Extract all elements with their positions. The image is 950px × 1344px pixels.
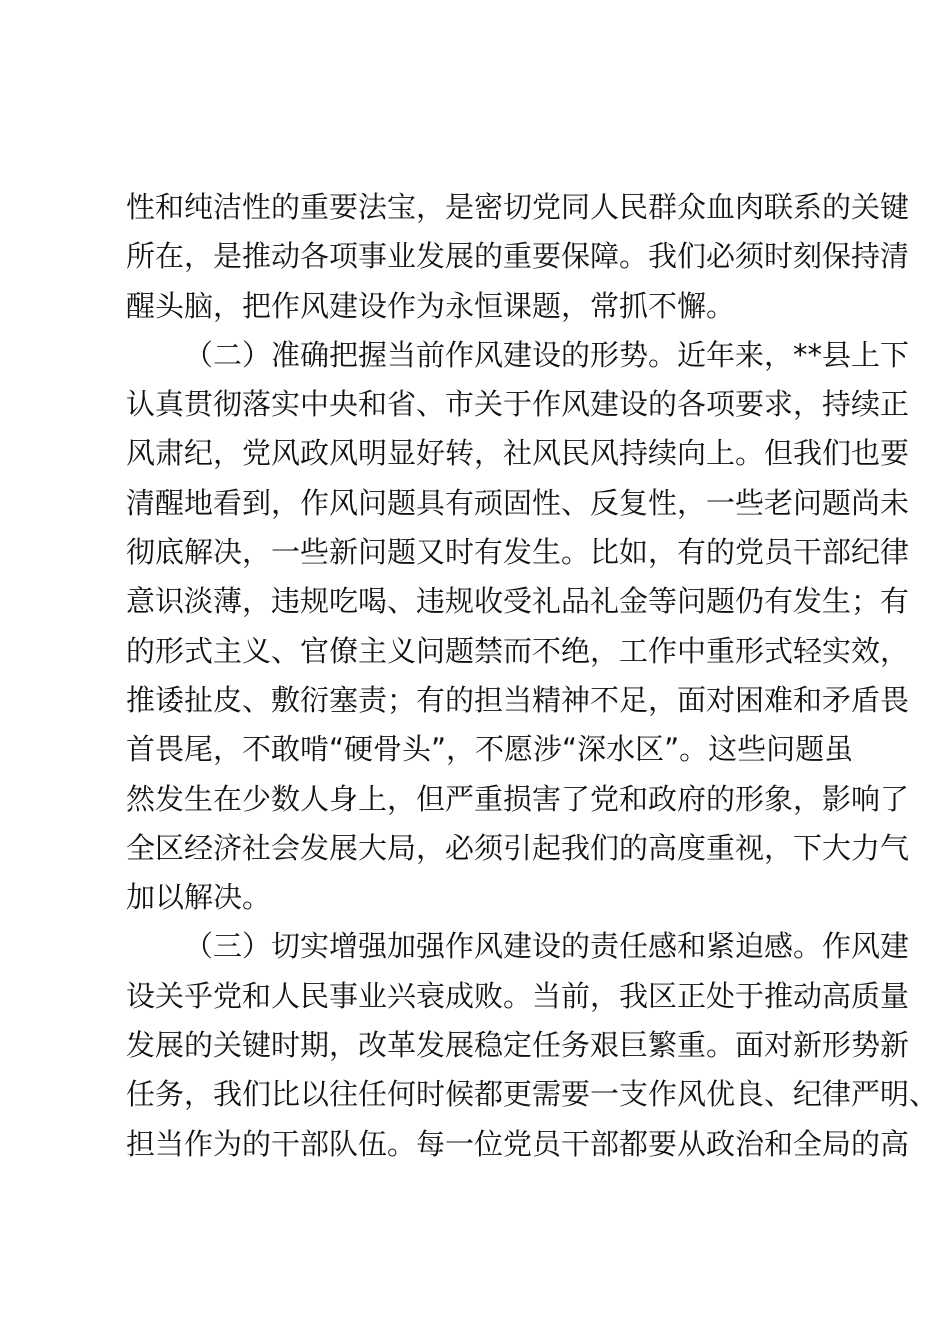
text-line: 性和纯洁性的重要法宝，是密切党同人民群众血肉联系的关键 — [126, 190, 910, 224]
body-text — [126, 183, 939, 1169]
text-line: 风肃纪，党风政风明显好转，社风民风持续向上。但我们也要 — [126, 436, 910, 471]
text-line: 意识淡薄，违规吃喝、违规收受礼品礼金等问题仍有发生；有 — [126, 584, 910, 619]
text-line: 彻底解决，一些新问题又时有发生。比如，有的党员干部纪律 — [126, 535, 910, 570]
text-line: 全区经济社会发展大局，必须引起我们的高度重视，下大力气 — [126, 830, 910, 865]
section-heading-line: （二）准确把握当前作风建设的形势。近年来，**县上下 — [184, 337, 910, 372]
text-line: 发展的关键时期，改革发展稳定任务艰巨繁重。面对新形势新 — [126, 1028, 910, 1063]
text-line: 认真贯彻落实中央和省、市关于作风建设的各项要求，持续正 — [126, 387, 910, 422]
text-line: 推诿扯皮、敷衍塞责；有的担当精神不足，面对困难和矛盾畏 — [126, 682, 910, 717]
text-line: 设关乎党和人民事业兴衰成败。当前，我区正处于推动高质量 — [126, 978, 910, 1013]
text-line: 的形式主义、官僚主义问题禁而不绝，工作中重形式轻实效， — [126, 633, 910, 668]
text-line: 任务，我们比以往任何时候都更需要一支作风优良、纪律严明、 — [126, 1077, 939, 1112]
text-line: 醒头脑，把作风建设作为永恒课题，常抓不懈。 — [126, 288, 736, 323]
text-line: 担当作为的干部队伍。每一位党员干部都要从政治和全局的高 — [126, 1126, 910, 1161]
text-line: 首畏尾，不敢啃“硬骨头”，不愿涉“深水区”。这些问题虽 — [126, 732, 854, 767]
section-heading-line: （三）切实增强加强作风建设的责任感和紧迫感。作风建 — [184, 929, 910, 964]
text-line: 加以解决。 — [126, 880, 272, 915]
text-line: 清醒地看到，作风问题具有顽固性、反复性，一些老问题尚未 — [126, 485, 910, 520]
text-line: 所在，是推动各项事业发展的重要保障。我们必须时刻保持清 — [126, 239, 910, 274]
text-line: 然发生在少数人身上，但严重损害了党和政府的形象，影响了 — [126, 781, 910, 816]
